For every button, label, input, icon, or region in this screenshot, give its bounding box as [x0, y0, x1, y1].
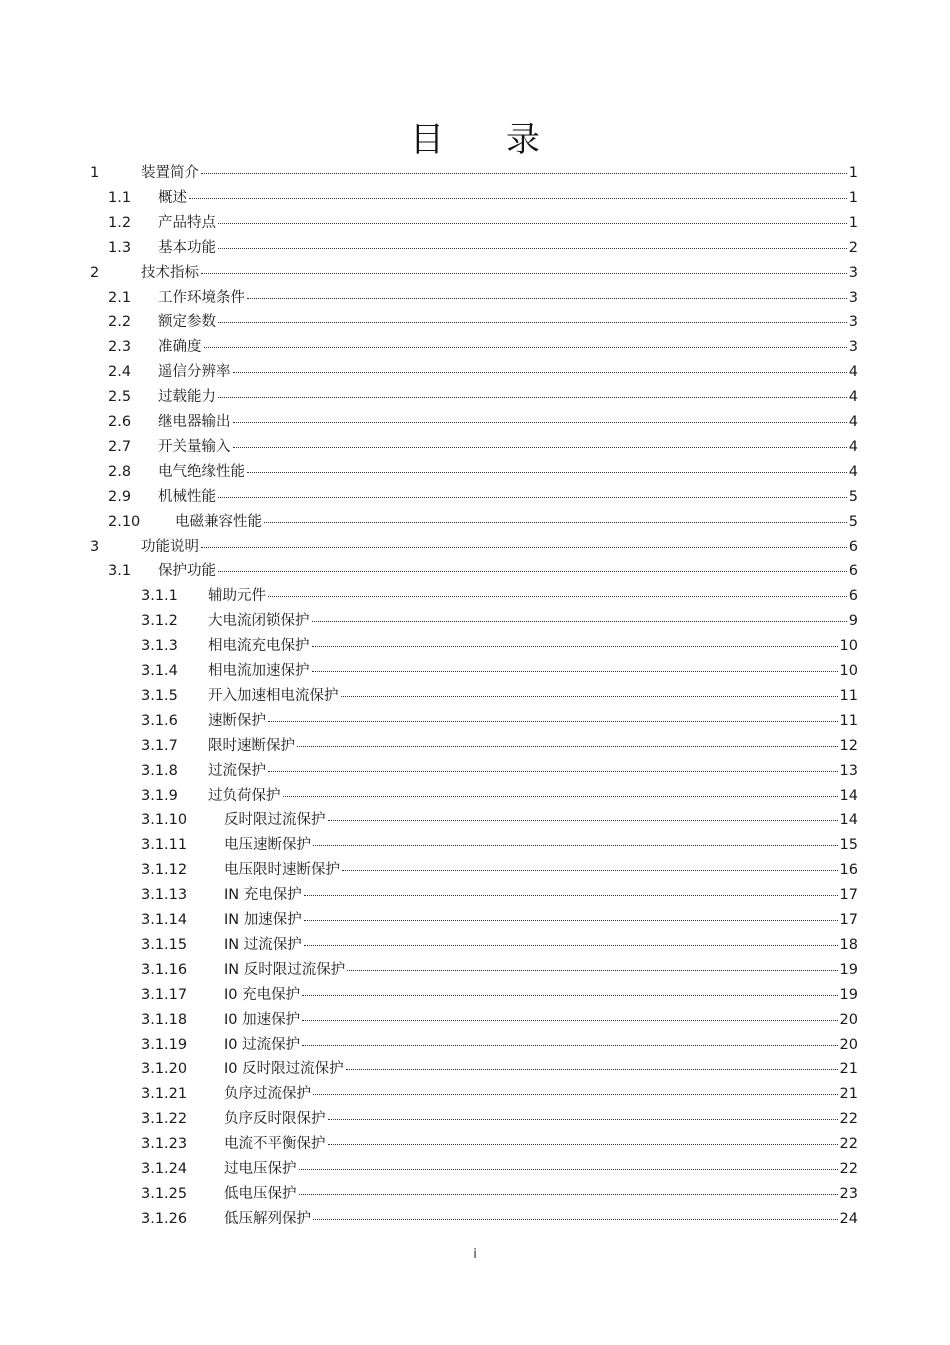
dot-leader — [268, 770, 838, 772]
toc-entry[interactable] — [0, 436, 950, 458]
toc-entry-page: 15 — [839, 837, 858, 854]
toc-entry[interactable] — [0, 1009, 950, 1031]
toc-entry-number: 3.1.20 — [141, 1061, 188, 1078]
dot-leader — [247, 297, 847, 299]
toc-entry-label: 技术指标 — [141, 264, 199, 281]
toc-entry-label: 辅助元件 — [208, 588, 266, 605]
toc-entry-number: 3.1.23 — [141, 1136, 188, 1153]
toc-entry-page: 4 — [848, 414, 858, 430]
toc-entry-page: 18 — [839, 936, 858, 953]
toc-entry-page: 1 — [848, 165, 858, 181]
dot-leader — [233, 371, 847, 373]
toc-entry-label: 负序反时限保护 — [224, 1111, 326, 1128]
toc-entry-number: 2.3 — [108, 339, 132, 356]
dot-leader — [342, 869, 838, 871]
toc-entry-label: 功能说明 — [141, 538, 199, 555]
toc-entry[interactable] — [0, 311, 950, 333]
toc-entry-label: 低电压保护 — [224, 1185, 297, 1202]
toc-entry-label: 继电器输出 — [158, 414, 231, 430]
toc-entry-number: 3.1.4 — [141, 663, 178, 679]
toc-entry-page: 12 — [839, 737, 858, 754]
dot-leader — [346, 1068, 838, 1070]
toc-entry-page: 11 — [839, 712, 858, 729]
toc-entry[interactable] — [0, 212, 950, 234]
toc-entry-page: 17 — [839, 887, 858, 904]
toc-entry-page: 21 — [839, 1061, 858, 1078]
toc-entry[interactable] — [0, 959, 950, 981]
toc-entry-label: 产品特点 — [158, 214, 216, 231]
dot-leader — [313, 844, 838, 846]
toc-entry-number: 3 — [90, 538, 100, 555]
toc-entry-page: 16 — [839, 862, 858, 879]
toc-entry-number: 3.1 — [108, 563, 132, 580]
toc-entry-label: 额定参数 — [158, 314, 216, 331]
toc-entry[interactable] — [0, 685, 950, 707]
toc-entry-number: 3.1.1 — [141, 588, 178, 605]
toc-entry-number: 2.5 — [108, 389, 132, 406]
toc-entry-number: 2.8 — [108, 463, 132, 480]
toc-entry-page: 11 — [839, 687, 858, 704]
toc-entry-page: 5 — [848, 488, 858, 505]
toc-entry[interactable] — [0, 361, 950, 383]
toc-entry-page: 9 — [848, 613, 858, 630]
toc-entry-number: 2 — [90, 264, 100, 281]
toc-entry[interactable] — [0, 411, 950, 433]
toc-entry-page: 3 — [848, 289, 858, 306]
dot-leader — [264, 521, 847, 523]
toc-entry[interactable] — [0, 162, 950, 184]
toc-entry-label: 相电流充电保护 — [208, 638, 310, 655]
toc-entry-label: 装置简介 — [141, 165, 199, 181]
toc-entry-label: 遥信分辨率 — [158, 364, 231, 381]
toc-entry-number: 2.1 — [108, 289, 132, 306]
toc-entry-page: 10 — [839, 663, 858, 679]
toc-entry-number: 3.1.14 — [141, 912, 188, 928]
toc-entry-label: 速断保护 — [208, 712, 266, 729]
toc-entry-label: I0 加速保护 — [224, 1011, 301, 1028]
toc-entry[interactable] — [0, 1083, 950, 1105]
dot-leader — [297, 745, 838, 747]
toc-entry[interactable] — [0, 660, 950, 682]
toc-entry-number: 3.1.10 — [141, 812, 188, 829]
toc-entry-page: 19 — [839, 961, 858, 978]
dot-leader — [201, 272, 847, 274]
toc-entry-number: 2.4 — [108, 364, 132, 381]
page-number: i — [473, 1247, 477, 1262]
toc-entry-page: 1 — [848, 189, 858, 206]
toc-entry-label: I0 充电保护 — [224, 986, 301, 1003]
dot-leader — [328, 1118, 838, 1120]
toc-entry[interactable] — [0, 710, 950, 732]
dot-leader — [328, 1143, 838, 1145]
toc-entry-number: 2.9 — [108, 488, 132, 505]
toc-entry[interactable] — [0, 909, 950, 931]
toc-entry-page: 4 — [848, 389, 858, 406]
toc-entry-number: 3.1.8 — [141, 762, 178, 779]
toc-entry-label: 机械性能 — [158, 488, 216, 505]
toc-entry-number: 3.1.26 — [141, 1210, 188, 1227]
toc-entry[interactable] — [0, 461, 950, 483]
dot-leader — [312, 645, 838, 647]
toc-entry-page: 20 — [839, 1011, 858, 1028]
toc-entry[interactable] — [0, 486, 950, 508]
toc-entry-page: 5 — [848, 513, 858, 530]
dot-leader — [268, 720, 838, 722]
toc-entry-number: 3.1.3 — [141, 638, 178, 655]
toc-entry-page: 22 — [839, 1136, 858, 1153]
toc-entry-page: 14 — [839, 812, 858, 829]
toc-entry-page: 1 — [848, 214, 858, 231]
toc-entry-number: 3.1.6 — [141, 712, 178, 729]
toc-entry-number: 2.2 — [108, 314, 132, 331]
dot-leader — [218, 396, 847, 398]
dot-leader — [201, 172, 847, 174]
toc-entry[interactable] — [0, 585, 950, 607]
toc-entry-number: 3.1.2 — [141, 613, 178, 630]
toc-entry-page: 22 — [839, 1161, 858, 1177]
dot-leader — [299, 1193, 838, 1195]
toc-entry[interactable] — [0, 560, 950, 582]
title-char-1: 目 — [410, 120, 444, 160]
toc-entry-page: 3 — [848, 314, 858, 331]
toc-entry-page: 4 — [848, 463, 858, 480]
toc-entry-number: 3.1.16 — [141, 961, 188, 978]
dot-leader — [304, 944, 838, 946]
toc-entry-page: 13 — [839, 762, 858, 779]
toc-entry-label: 大电流闭锁保护 — [208, 613, 310, 630]
toc-entry-label: 电压速断保护 — [224, 837, 311, 854]
dot-leader — [304, 919, 838, 921]
toc-entry[interactable] — [0, 610, 950, 632]
toc-entry-number: 3.1.11 — [141, 837, 188, 854]
toc-entry[interactable] — [0, 386, 950, 408]
toc-entry[interactable] — [0, 834, 950, 856]
page-title — [0, 112, 950, 161]
toc-entry-number: 3.1.7 — [141, 737, 178, 754]
toc-entry-page: 10 — [839, 638, 858, 655]
toc-entry-label: 工作环境条件 — [158, 289, 245, 306]
toc-entry-page: 24 — [839, 1210, 858, 1227]
toc-entry[interactable] — [0, 1058, 950, 1080]
toc-entry-page: 6 — [848, 538, 858, 555]
toc-entry-label: 过流保护 — [208, 762, 266, 779]
dot-leader — [189, 197, 847, 199]
toc-entry[interactable] — [0, 884, 950, 906]
toc-entry-page: 19 — [839, 986, 858, 1003]
toc-entry-page: 14 — [839, 787, 858, 804]
toc-entry[interactable] — [0, 984, 950, 1006]
toc-entry-number: 3.1.19 — [141, 1036, 188, 1053]
toc-entry[interactable] — [0, 1208, 950, 1230]
toc-entry-page: 2 — [848, 239, 858, 256]
toc-entry[interactable] — [0, 785, 950, 807]
toc-entry-label: I0 过流保护 — [224, 1036, 301, 1053]
toc-entry-number: 2.6 — [108, 414, 132, 430]
toc-entry-number: 3.1.18 — [141, 1011, 188, 1028]
dot-leader — [302, 994, 837, 996]
dot-leader — [233, 421, 847, 423]
toc-entry-label: 反时限过流保护 — [224, 812, 326, 829]
dot-leader — [218, 247, 847, 249]
toc-entry-label: IN 过流保护 — [224, 936, 302, 953]
toc-entry-label: 电气绝缘性能 — [158, 463, 245, 480]
dot-leader — [204, 346, 847, 348]
toc-entry-label: 负序过流保护 — [224, 1086, 311, 1103]
dot-leader — [328, 819, 838, 821]
dot-leader — [313, 1218, 838, 1220]
toc-entry-number: 2.10 — [108, 513, 141, 530]
toc-entry-number: 3.1.15 — [141, 936, 188, 953]
toc-entry-page: 17 — [839, 912, 858, 928]
dot-leader — [312, 620, 847, 622]
toc-entry-number: 3.1.5 — [141, 687, 178, 704]
toc-entry-label: 准确度 — [158, 339, 202, 356]
dot-leader — [218, 570, 847, 572]
dot-leader — [218, 222, 847, 224]
dot-leader — [302, 1044, 837, 1046]
dot-leader — [299, 1168, 838, 1170]
toc-entry-label: 限时速断保护 — [208, 737, 295, 754]
toc-entry[interactable] — [0, 1133, 950, 1155]
toc-entry-number: 1 — [90, 165, 100, 181]
toc-entry-label: 过电压保护 — [224, 1161, 297, 1177]
toc-entry-page: 20 — [839, 1036, 858, 1053]
toc-entry[interactable] — [0, 1108, 950, 1130]
toc-entry-label: IN 充电保护 — [224, 887, 302, 904]
toc-entry-label: 电流不平衡保护 — [224, 1136, 326, 1153]
toc-entry[interactable] — [0, 809, 950, 831]
toc-entry[interactable] — [0, 760, 950, 782]
toc-entry-number: 2.7 — [108, 438, 132, 455]
toc-entry-label: 过负荷保护 — [208, 787, 281, 804]
dot-leader — [268, 595, 847, 597]
toc-entry-number: 3.1.17 — [141, 986, 188, 1003]
toc-entry[interactable] — [0, 237, 950, 259]
dot-leader — [201, 546, 847, 548]
toc-entry-label: IN 反时限过流保护 — [224, 961, 346, 978]
toc-entry[interactable] — [0, 511, 950, 533]
toc-entry-number: 1.2 — [108, 214, 132, 231]
dot-leader — [312, 670, 838, 672]
dot-leader — [233, 446, 847, 448]
toc-entry[interactable] — [0, 635, 950, 657]
toc-entry-label: 基本功能 — [158, 239, 216, 256]
toc-entry[interactable] — [0, 1034, 950, 1056]
dot-leader — [283, 795, 838, 797]
toc-entry-label: 低压解列保护 — [224, 1210, 311, 1227]
toc-entry[interactable] — [0, 336, 950, 358]
toc-entry-number: 3.1.24 — [141, 1161, 188, 1177]
toc-entry-label: 概述 — [158, 189, 187, 206]
toc-entry[interactable] — [0, 187, 950, 209]
toc-entry-label: 保护功能 — [158, 563, 216, 580]
dot-leader — [304, 894, 838, 896]
toc-entry-number: 3.1.13 — [141, 887, 188, 904]
toc-entry[interactable] — [0, 735, 950, 757]
toc-entry-page: 3 — [848, 339, 858, 356]
toc-entry-label: 开关量输入 — [158, 438, 231, 455]
toc-entry-page: 23 — [839, 1185, 858, 1202]
toc-entry-label: 电压限时速断保护 — [224, 862, 340, 879]
dot-leader — [347, 969, 837, 971]
dot-leader — [218, 496, 847, 498]
toc-entry-label: 开入加速相电流保护 — [208, 687, 339, 704]
toc-entry[interactable] — [0, 287, 950, 309]
toc-entry-number: 3.1.12 — [141, 862, 188, 879]
dot-leader — [302, 1019, 837, 1021]
dot-leader — [313, 1093, 838, 1095]
toc-entry-page: 3 — [848, 264, 858, 281]
toc-entry-number: 3.1.21 — [141, 1086, 188, 1103]
toc-entry-number: 3.1.22 — [141, 1111, 188, 1128]
toc-entry-page: 4 — [848, 364, 858, 381]
toc-entry-label: I0 反时限过流保护 — [224, 1061, 344, 1078]
toc-entry[interactable] — [0, 859, 950, 881]
dot-leader — [247, 471, 847, 473]
toc-entry[interactable] — [0, 262, 950, 284]
toc-entry-label: 相电流加速保护 — [208, 663, 310, 679]
toc-entry[interactable] — [0, 1158, 950, 1180]
toc-entry[interactable] — [0, 1183, 950, 1205]
title-char-2: 录 — [506, 120, 540, 160]
toc-entry-page: 22 — [839, 1111, 858, 1128]
dot-leader — [341, 695, 838, 697]
dot-leader — [218, 321, 847, 323]
toc-entry-page: 21 — [839, 1086, 858, 1103]
toc-entry-label: 过载能力 — [158, 389, 216, 406]
toc-entry-number: 1.1 — [108, 189, 132, 206]
toc-entry-page: 6 — [848, 588, 858, 605]
toc-entry-number: 3.1.9 — [141, 787, 178, 804]
toc-entry-number: 3.1.25 — [141, 1185, 188, 1202]
toc-entry[interactable] — [0, 934, 950, 956]
toc-entry[interactable] — [0, 536, 950, 558]
toc-entry-page: 4 — [848, 438, 858, 455]
toc-entry-number: 1.3 — [108, 239, 132, 256]
toc-entry-label: IN 加速保护 — [224, 912, 302, 928]
toc-entry-page: 6 — [848, 563, 858, 580]
toc-entry-label: 电磁兼容性能 — [175, 513, 262, 530]
